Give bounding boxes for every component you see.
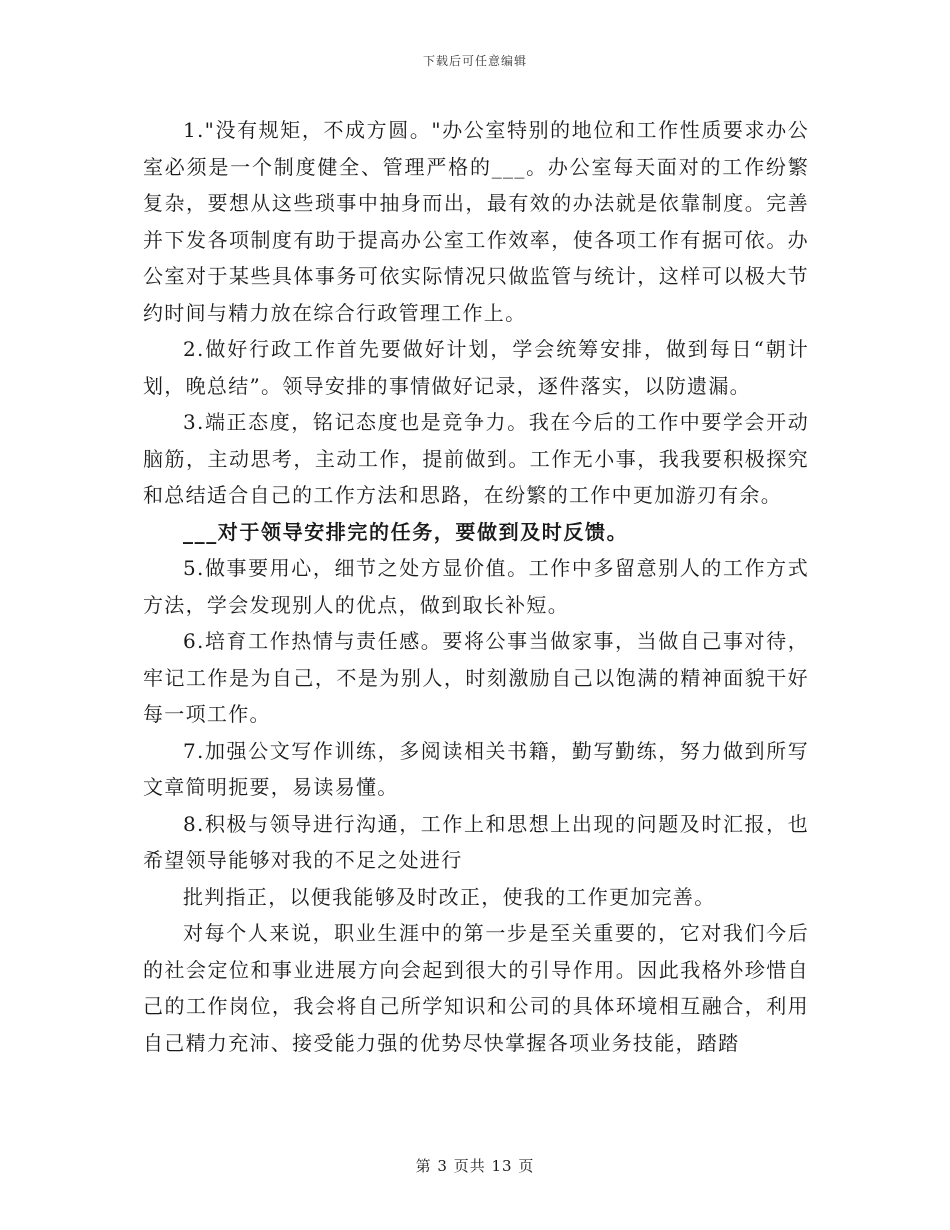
paragraph-7: 7.加强公文写作训练，多阅读相关书籍，勤写勤练，努力做到所写文章简明扼要，易读易懂。 <box>143 738 809 799</box>
paragraph-4-bold: ___对于领导安排完的任务，要做到及时反馈。 <box>183 519 629 544</box>
paragraph-9: 批判指正，以便我能够及时改正，使我的工作更加完善。 <box>183 884 716 909</box>
paragraph-10: 对每个人来说，职业生涯中的第一步是至关重要的，它对我们今后的社会定位和事业进展方向会起到很大的引导作用。因此我格外珍惜自己的工作岗位，我会将自己所学知识和公司的具体环境相互融合，利用自己精力充沛、接受能力强的优势尽快掌握各项业务技能，踏踏 <box>143 921 809 1055</box>
page-header: 下载后可任意编辑 <box>422 54 527 68</box>
document-body <box>143 112 809 1061</box>
paragraph-2: 2.做好行政工作首先要做好计划，学会统筹安排，做到每日“朝计划，晚总结”。领导安排的事情做好记录，逐件落实，以防遗漏。 <box>143 337 809 398</box>
paragraph-5: 5.做事要用心，细节之处方显价值。工作中多留意别人的工作方式方法，学会发现别人的优点，做到取长补短。 <box>143 556 809 617</box>
page-footer: 第 3 页共 13 页 <box>415 1157 535 1175</box>
paragraph-6: 6.培育工作热情与责任感。要将公事当做家事，当做自己事对待，牢记工作是为自己，不是为别人，时刻激励自己以饱满的精神面貌干好每一项工作。 <box>143 629 809 726</box>
paragraph-1: 1."没有规矩，不成方圆。"办公室特别的地位和工作性质要求办公室必须是一个制度健全、管理严格的___。办公室每天面对的工作纷繁复杂，要想从这些琐事中抽身而出，最有效的办法就是依靠制度。完善并下发各项制度有助于提高办公室工作效率，使各项工作有据可依。办公室对于某些具体事务可依实际情况只做监管与统计，这样可以极大节约时间与精力放在综合行政管理工作上。 <box>143 118 809 325</box>
paragraph-3: 3.端正态度，铭记态度也是竞争力。我在今后的工作中要学会开动脑筋，主动思考，主动工作，提前做到。工作无小事，我我要积极探究和总结适合自己的工作方法和思路，在纷繁的工作中更加游刃有余。 <box>143 410 809 507</box>
paragraph-8: 8.积极与领导进行沟通，工作上和思想上出现的问题及时汇报，也希望领导能够对我的不足之处进行 <box>143 811 809 872</box>
